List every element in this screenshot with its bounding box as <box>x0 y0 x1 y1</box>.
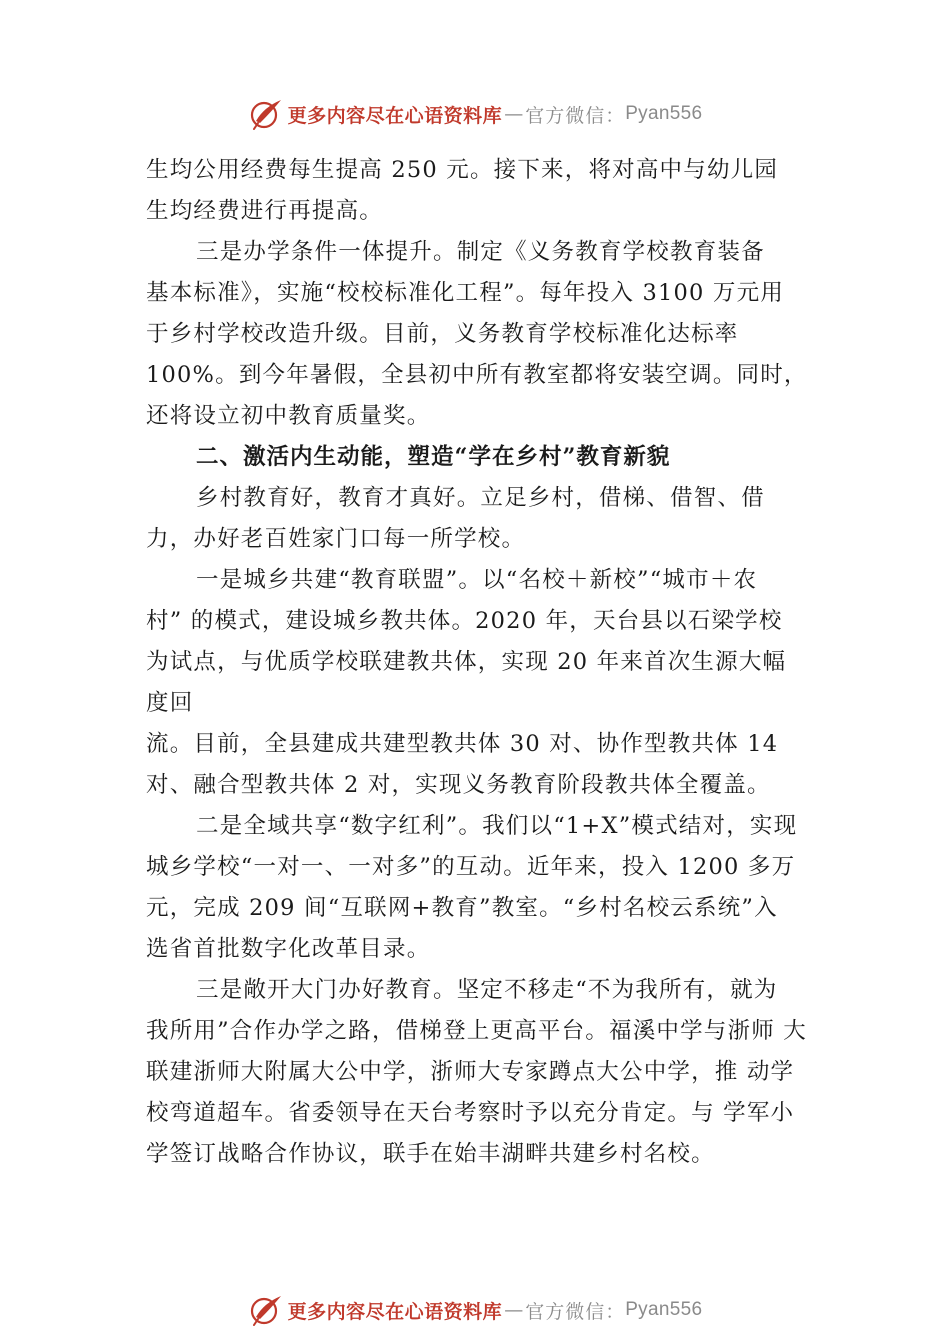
body-line: 元，完成 209 间“互联网+教育”教室。“乡村名校云系统”入 <box>146 895 778 921</box>
body-line: 村” 的模式，建设城乡教共体。2020 年，天台县以石梁学校 <box>146 608 783 634</box>
body-line: 对、融合型教共体 2 对，实现义务教育阶段教共体全覆盖。 <box>146 772 771 798</box>
banner-wechat-id: Pyan556 <box>625 1299 703 1320</box>
body-line: 三是办学条件一体提升。制定《义务教育学校教育装备 <box>196 239 765 265</box>
body-line: 二是全域共享“数字红利”。我们以“1+X”模式结对，实现 <box>196 813 798 839</box>
banner-main-text: 更多内容尽在心语资料库 <box>287 1300 503 1323</box>
footer-banner <box>0 1290 950 1330</box>
banner-suffix-text: 官方微信： <box>525 1300 626 1323</box>
body-line: 三是敞开大门办好教育。坚定不移走“不为我所有，就为 <box>196 977 778 1003</box>
body-line: 度回 <box>146 690 194 716</box>
body-line: 为试点，与优质学校联建教共体，实现 20 年来首次生源大幅 <box>146 649 787 675</box>
body-line: 城乡学校“一对一、一对多”的互动。近年来，投入 1200 多万 <box>146 854 796 880</box>
body-line: 乡村教育好，教育才真好。立足乡村，借梯、借智、借 <box>196 485 765 511</box>
banner-wechat-id: Pyan556 <box>625 103 703 124</box>
body-line: 100%。到今年暑假，全县初中所有教室都将安装空调。同时， <box>146 362 808 388</box>
body-line: 学签订战略合作协议，联手在始丰湖畔共建乡村名校。 <box>146 1141 715 1167</box>
body-line: 流。目前，全县建成共建型教共体 30 对、协作型教共体 14 <box>146 731 779 757</box>
body-line: 基本标准》，实施“校校标准化工程”。每年投入 3100 万元用 <box>146 280 785 306</box>
banner-dash: — <box>504 103 524 125</box>
body-line: 于乡村学校改造升级。目前，义务教育学校标准化达标率 <box>146 321 739 347</box>
body-line: 联建浙师大附属大公中学，浙师大专家蹲点大公中学，推 动学 <box>146 1059 795 1085</box>
body-line: 我所用”合作办学之路，借梯登上更高平台。福溪中学与浙师 大 <box>146 1018 807 1044</box>
banner-main-text: 更多内容尽在心语资料库 <box>287 104 503 127</box>
feather-pen-logo-icon <box>248 1293 284 1327</box>
banner-suffix-text: 官方微信： <box>525 104 626 127</box>
body-line: 选省首批数字化改革目录。 <box>146 936 431 962</box>
feather-pen-logo-icon <box>248 97 284 131</box>
header-banner <box>0 94 950 134</box>
body-line: 校弯道超车。省委领导在天台考察时予以充分肯定。与 学军小 <box>146 1100 795 1126</box>
banner-dash: — <box>504 1299 524 1321</box>
body-line: 生均经费进行再提高。 <box>146 198 384 224</box>
body-line: 生均公用经费每生提高 250 元。接下来，将对高中与幼儿园 <box>146 157 779 183</box>
document-body <box>146 150 826 1175</box>
body-line: 力，办好老百姓家门口每一所学校。 <box>146 526 526 552</box>
body-line: 一是城乡共建“教育联盟”。以“名校＋新校”“城市＋农 <box>196 567 758 593</box>
body-line: 还将设立初中教育质量奖。 <box>146 403 431 429</box>
section-heading: 二、激活内生动能，塑造“学在乡村”教育新貌 <box>196 444 671 470</box>
